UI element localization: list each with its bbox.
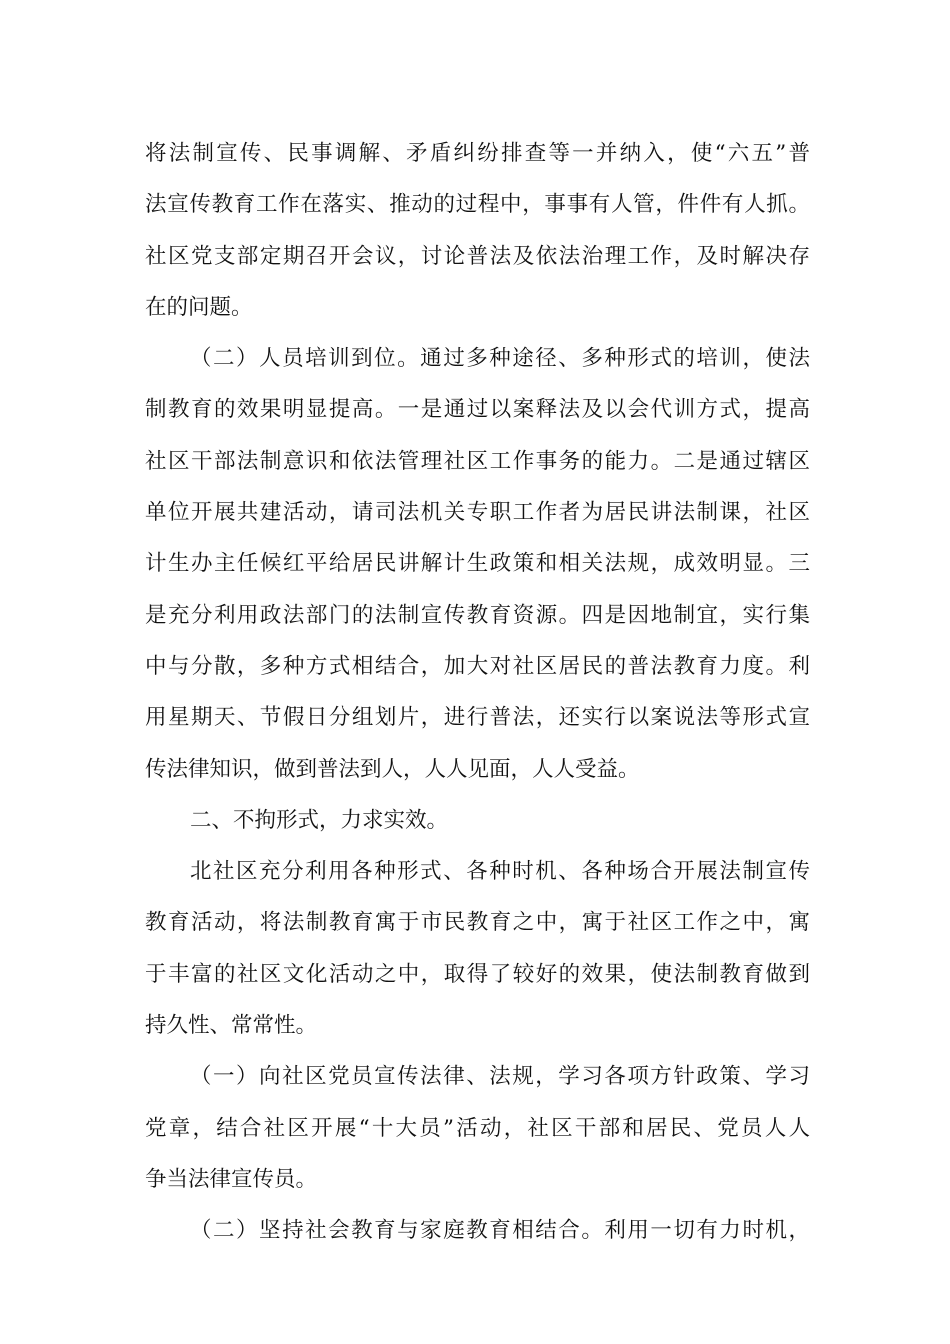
text-line: 社区干部法制意识和依法管理社区工作事务的能力。二是通过辖区 bbox=[145, 448, 810, 474]
section-heading: 二、不拘形式，力求实效。 bbox=[190, 807, 449, 833]
text-line: 法宣传教育工作在落实、推动的过程中，事事有人管，件件有人抓。 bbox=[145, 192, 810, 218]
text-line: 争当法律宣传员。 bbox=[145, 1166, 318, 1192]
text-line: （二）坚持社会教育与家庭教育相结合。利用一切有力时机， bbox=[190, 1218, 810, 1244]
text-line: 将法制宣传、民事调解、矛盾纠纷排查等一并纳入，使“六五”普 bbox=[145, 141, 810, 166]
text-line: 在的问题。 bbox=[145, 294, 253, 320]
text-line: （一）向社区党员宣传法律、法规，学习各项方针政策、学习 bbox=[190, 1064, 810, 1090]
text-line: 传法律知识，做到普法到人，人人见面，人人受益。 bbox=[145, 756, 640, 782]
text-line: 党章，结合社区开展“十大员”活动，社区干部和居民、党员人人 bbox=[145, 1115, 810, 1141]
text-line: 社区党支部定期召开会议，讨论普法及依法治理工作，及时解决存 bbox=[145, 243, 810, 269]
text-line: 中与分散，多种方式相结合，加大对社区居民的普法教育力度。利 bbox=[145, 653, 810, 679]
text-line: 单位开展共建活动，请司法机关专职工作者为居民讲法制课，社区 bbox=[145, 500, 810, 526]
text-line: 制教育的效果明显提高。一是通过以案释法及以会代训方式，提高 bbox=[145, 397, 810, 423]
text-line: 用星期天、节假日分组划片，进行普法，还实行以案说法等形式宣 bbox=[145, 705, 810, 731]
text-line: 于丰富的社区文化活动之中，取得了较好的效果，使法制教育做到 bbox=[145, 961, 810, 987]
body-text bbox=[145, 128, 810, 1257]
text-line: 是充分利用政法部门的法制宣传教育资源。四是因地制宜，实行集 bbox=[145, 602, 810, 628]
text-line: 持久性、常常性。 bbox=[145, 1013, 318, 1039]
text-line: 北社区充分利用各种形式、各种时机、各种场合开展法制宣传 bbox=[190, 859, 810, 885]
text-line: 计生办主任候红平给居民讲解计生政策和相关法规，成效明显。三 bbox=[145, 551, 810, 577]
text-line: （二）人员培训到位。通过多种途径、多种形式的培训，使法 bbox=[190, 346, 810, 372]
text-line: 教育活动，将法制教育寓于市民教育之中，寓于社区工作之中，寓 bbox=[145, 910, 810, 936]
